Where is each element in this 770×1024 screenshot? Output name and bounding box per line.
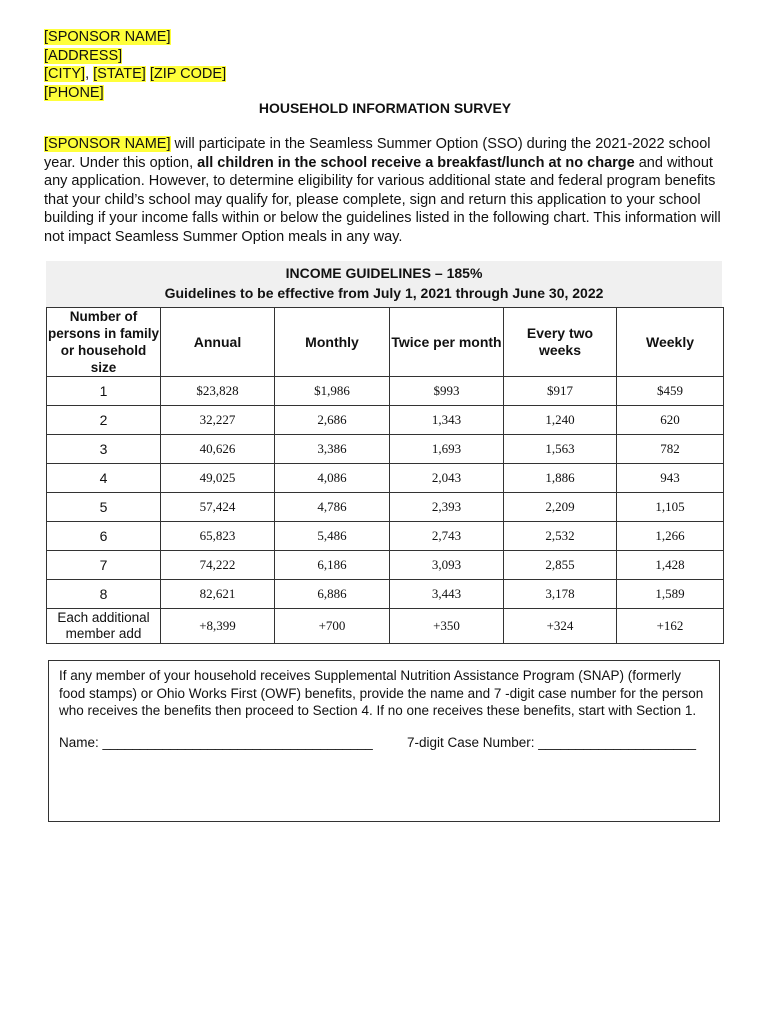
table-cell: 4 (47, 464, 161, 493)
table-cell: 782 (617, 435, 724, 464)
table-cell: 620 (617, 406, 724, 435)
table-cell: 4,086 (275, 464, 390, 493)
table-cell: 2,209 (504, 493, 617, 522)
case-number-field[interactable]: 7-digit Case Number: _____________________ (407, 734, 696, 750)
table-header-row (47, 308, 724, 377)
city-placeholder: [CITY] (44, 66, 86, 82)
table-cell: 1,266 (617, 522, 724, 551)
table-cell: +700 (275, 609, 390, 644)
table-cell: 2,532 (504, 522, 617, 551)
table-cell: 3,093 (390, 551, 504, 580)
table-cell: +350 (390, 609, 504, 644)
table-cell: 5 (47, 493, 161, 522)
intro-bold-text: all children in the school receive a breakfast/lunch at no charge (197, 154, 635, 171)
table-cell: 3,443 (390, 580, 504, 609)
table-row (47, 522, 724, 551)
table-cell: 5,486 (275, 522, 390, 551)
table-row (47, 551, 724, 580)
table-cell: 40,626 (161, 435, 275, 464)
intro-text-1: will participate in the Seamless Summer Option (SSO) during the 2021-2022 school year. Under this option, (44, 136, 711, 171)
table-cell: 1,428 (617, 551, 724, 580)
table-cell: 2 (47, 406, 161, 435)
table-cell: 1,105 (617, 493, 724, 522)
intro-text-2: and without any application. However, to determine eligibility for various additional state and federal program benefits that your child’s school may qualify for, please complete, sign and return this application to your school building if your income falls within or below the guidelines listed in the following chart. This information will not impact Seamless Summer Option meals in any way. (44, 154, 721, 245)
table-cell: $993 (390, 377, 504, 406)
table-cell: 6,886 (275, 580, 390, 609)
table-cell: 3,178 (504, 580, 617, 609)
snap-fields (59, 734, 709, 752)
sponsor-header (44, 28, 226, 102)
table-cell: 2,743 (390, 522, 504, 551)
table-cell: 1,589 (617, 580, 724, 609)
name-field[interactable]: Name: ____________________________________ (59, 734, 373, 750)
column-header-every-two-weeks: Every two weeks (504, 308, 617, 377)
table-cell: 74,222 (161, 551, 275, 580)
table-cell: 49,025 (161, 464, 275, 493)
column-header-twice-per-month: Twice per month (390, 308, 504, 377)
column-header-weekly: Weekly (617, 308, 724, 377)
income-guidelines-title: INCOME GUIDELINES – 185% (285, 265, 483, 281)
table-cell: 1,240 (504, 406, 617, 435)
table-cell: 8 (47, 580, 161, 609)
table-row (47, 377, 724, 406)
table-cell: $459 (617, 377, 724, 406)
table-row (47, 406, 724, 435)
table-cell: 82,621 (161, 580, 275, 609)
address-placeholder: [ADDRESS] (44, 47, 123, 64)
income-guidelines-table (46, 307, 724, 644)
table-cell: 1,563 (504, 435, 617, 464)
table-cell: 7 (47, 551, 161, 580)
column-header-household-size: Number of persons in family or household size (47, 309, 160, 375)
table-cell: +162 (617, 609, 724, 644)
table-row (47, 435, 724, 464)
table-cell: 1,343 (390, 406, 504, 435)
state-placeholder: [STATE] (93, 66, 146, 82)
table-cell: $917 (504, 377, 617, 406)
phone-placeholder: [PHONE] (44, 84, 104, 101)
table-cell: 3,386 (275, 435, 390, 464)
income-guidelines-heading (46, 261, 722, 307)
table-row (47, 580, 724, 609)
table-row-additional-member (47, 609, 724, 644)
table-cell: +324 (504, 609, 617, 644)
table-row (47, 493, 724, 522)
table-cell: $1,986 (275, 377, 390, 406)
table-cell: 1,693 (390, 435, 504, 464)
table-cell: 3 (47, 435, 161, 464)
table-cell: 2,043 (390, 464, 504, 493)
table-row (47, 464, 724, 493)
zip-placeholder: [ZIP CODE] (149, 66, 227, 82)
table-cell: 2,393 (390, 493, 504, 522)
intro-paragraph (44, 135, 724, 247)
table-cell: Each additional member add (47, 609, 161, 644)
sponsor-name-placeholder: [SPONSOR NAME] (44, 29, 171, 45)
column-header-monthly: Monthly (275, 308, 390, 377)
snap-benefits-section (48, 660, 720, 822)
table-cell: +8,399 (161, 609, 275, 644)
snap-instructions: If any member of your household receives Supplemental Nutrition Assistance Program (SNAP) (formerly food stamps) or Ohio Works First (OWF) benefits, provide the name and 7 -digit case number for the person who receives the benefits then proceed to Section 4. If no one receives these benefits, start with Section 1. (59, 668, 704, 718)
intro-sponsor-name: [SPONSOR NAME] (44, 136, 171, 152)
table-cell: $23,828 (161, 377, 275, 406)
table-cell: 6 (47, 522, 161, 551)
table-cell: 4,786 (275, 493, 390, 522)
page-title: HOUSEHOLD INFORMATION SURVEY (258, 100, 512, 116)
table-cell: 2,855 (504, 551, 617, 580)
table-cell: 2,686 (275, 406, 390, 435)
table-cell: 57,424 (161, 493, 275, 522)
table-cell: 943 (617, 464, 724, 493)
column-header-annual: Annual (161, 308, 275, 377)
separator-comma: , (85, 66, 94, 82)
table-cell: 65,823 (161, 522, 275, 551)
income-guidelines-subtitle: Guidelines to be effective from July 1, 2021 through June 30, 2022 (164, 285, 604, 301)
table-cell: 6,186 (275, 551, 390, 580)
table-cell: 1 (47, 377, 161, 406)
table-cell: 32,227 (161, 406, 275, 435)
table-cell: 1,886 (504, 464, 617, 493)
